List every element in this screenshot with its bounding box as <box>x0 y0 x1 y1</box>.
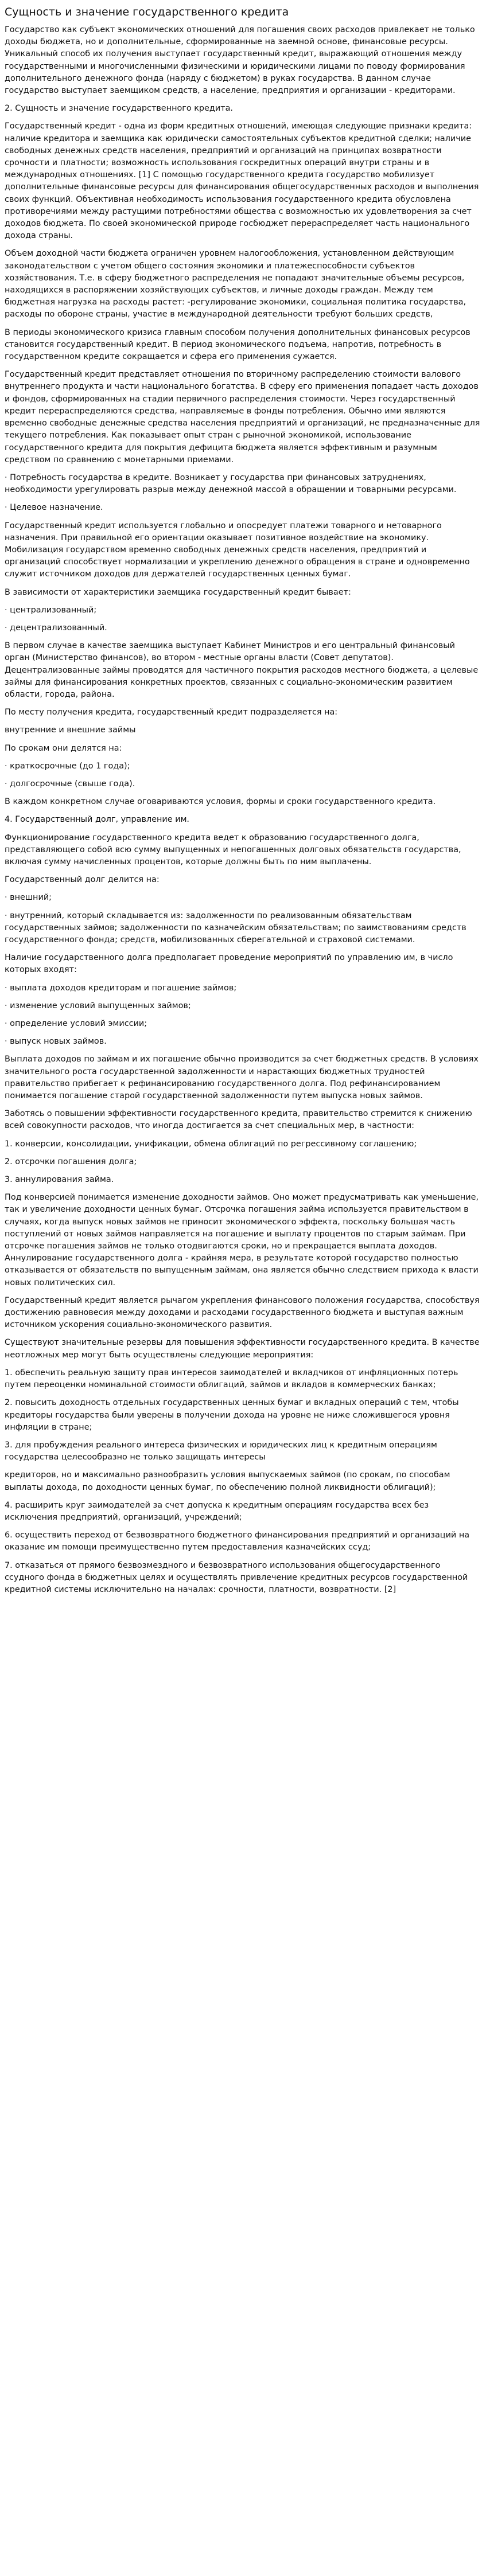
paragraph: Наличие государственного долга предполагает проведение мероприятий по управлению им, в число которых входят: <box>5 953 453 975</box>
paragraph: · изменение условий выпущенных займов; <box>5 1001 191 1010</box>
paragraph: Государство как субъект экономических отношений для погашения своих расходов привлекает не только доходы бюджета, но и дополнительные, сформированные на заемной основе, финансовые ресурсы. Уникальный способ их получения выступает государственный кредит, выражающий отношения между государственными и многочисленными физическими и юридическими лицами по поводу формирования дополнительного денежного фонда (наряду с бюджетом) в руках государства. В данном случае государство выступает заемщиком средств, а население, предприятия и организации - кредиторами. <box>5 25 475 96</box>
paragraph: 3. аннулирования займа. <box>5 1175 114 1185</box>
document-title: Сущность и значение государственного кредита <box>5 6 289 18</box>
paragraph: · выпуск новых займов. <box>5 1037 107 1047</box>
paragraph: · внутренний, который складывается из: задолженности по реализованным обязательствам государственных займов; задолженности по казначейским обязательствам; по заимствованиям средств государственного фонда; средств, мобилизованных сберегательной и страховой системами. <box>5 911 466 944</box>
paragraph: 4. Государственный долг, управление им. <box>5 815 189 825</box>
paragraph: · определение условий эмиссии; <box>5 1019 147 1029</box>
paragraph: внутренние и внешние займы <box>5 725 136 735</box>
paragraph: Государственный кредит используется глобально и опосредует платежи товарного и нетоварного назначения. При правильной его ориентации оказывает позитивное воздействие на экономику. Мобилизация государством временно свободных денежных средств населения, предприятий и организаций способствует нормализации и укреплению денежного обращения в стране и одновременно служит источником доходов для держателей государственных ценных бумаг. <box>5 521 470 579</box>
paragraph: В периоды экономического кризиса главным способом получения дополнительных финансовых ресурсов становится государственный кредит. В период экономического подъема, напротив, потребность в государственном кредите сокращается и сфера его применения сужается. <box>5 327 471 362</box>
paragraph: 2. повысить доходность отдельных государственных ценных бумаг и вкладных операций с тем, чтобы кредиторы государства были уверены в получении дохода на уровне не ниже сложившегося уровня инфляции в стране; <box>5 1398 459 1432</box>
paragraph: 7. отказаться от прямого безвозмездного и безвозвратного использования общегосударственного ссудного фонда в бюджетных целях и осуществлять привлечение кредитных ресурсов государственной кредитной системы исключительно на началах: срочности, платности, возвратности. [2] <box>5 1560 468 1594</box>
paragraph: Существуют значительные резервы для повышения эффективности государственного кредита. В качестве неотложных мер могут быть осуществлены следующие мероприятия: <box>5 1338 480 1360</box>
paragraph: Государственный кредит представляет отношения по вторичному распределению стоимости валового внутреннего продукта и части национального богатства. В сферу его применения попадает часть доходов и фондов, сформированных на стадии первичного распределения стоимости. Через государственный кредит перераспределяются средства, направляемые в фонды потребления. Обычно ими являются временно свободные денежные средства населения предприятий и организаций, не предназначенные для текущего потребления. Как показывает опыт стран с рыночной экономикой, использование государственного кредита для покрытия дефицита бюджета является эффективным и разумным средством по сравнению с монетарными приемами. <box>5 370 480 465</box>
paragraph: 1. конверсии, консолидации, унификации, обмена облигаций по регрессивному соглашению; <box>5 1139 417 1149</box>
paragraph: · Целевое назначение. <box>5 503 103 513</box>
paragraph: · краткосрочные (до 1 года); <box>5 761 130 771</box>
paragraph: · децентрализованный. <box>5 623 107 633</box>
paragraph: Государственный кредит является рычагом укрепления финансового положения государства, способствуя достижению равновесия между доходами и расходами государственного бюджета и выступая важным источником ускорения социально-экономического развития. <box>5 1295 480 1330</box>
paragraph: По срокам они делятся на: <box>5 743 122 753</box>
paragraph: В зависимости от характеристики заемщика государственный кредит бывает: <box>5 587 351 597</box>
document-body <box>5 24 481 1596</box>
paragraph: 4. расширить круг заимодателей за счет допуска к кредитным операциям государства всех без исключения предприятий, организаций, учреждений; <box>5 1500 429 1522</box>
paragraph: Заботясь о повышении эффективности государственного кредита, правительство стремится к снижению всей совокупности расходов, что иногда достигается за счет специальных мер, в частности: <box>5 1109 472 1131</box>
paragraph: 6. осуществить переход от безвозвратного бюджетного финансирования предприятий и организаций на оказание им помощи преимущественно путем предоставления казначейских ссуд; <box>5 1531 470 1552</box>
paragraph: Объем доходной части бюджета ограничен уровнем налогообложения, установленном действующим законодательством с учетом общего состояния экономики и платежеспособности субъектов хозяйствования. Т.е. в сферу бюджетного распределения не попадают значительные объемы ресурсов, находящихся в распоряжении хозяйствующих субъектов, и личные доходы граждан. Между тем бюджетная нагрузка на расходы растет: -регулирование экономики, социальная политика государства, расходы по обороне страны, участие в международной деятельности требуют больших средств, <box>5 249 466 319</box>
paragraph: 1. обеспечить реальную защиту прав интересов заимодателей и вкладчиков от инфляционных потерь путем переоценки номинальной стоимости облигаций, займов и вкладов в коммерческих банках; <box>5 1368 458 1390</box>
paragraph: В каждом конкретном случае оговариваются условия, формы и сроки государственного кредита. <box>5 797 436 807</box>
paragraph: 2. отсрочки погашения долга; <box>5 1157 137 1166</box>
paragraph: · централизованный; <box>5 605 97 615</box>
paragraph: · долгосрочные (свыше года). <box>5 779 135 789</box>
paragraph: Функционирование государственного кредита ведет к образованию государственного долга, представляющего собой всю сумму выпущенных и непогашенных долговых обязательств государства, включая сумму начисленных процентов, которые должны быть по ним выплачены. <box>5 833 461 867</box>
paragraph: В первом случае в качестве заемщика выступает Кабинет Министров и его центральный финансовый орган (Министерство финансов), во втором - местные органы власти (Совет депутатов). Децентрализованные займы проводятся для частичного покрытия расходов местного бюджета, а целевые займы для финансирования конкретных проектов, связанных с социально-экономическим развитием области, города, района. <box>5 641 479 699</box>
paragraph: · Потребность государства в кредите. Возникает у государства при финансовых затруднениях, необходимости урегулировать разрыв между денежной массой в обращении и товарными ресурсами. <box>5 473 457 495</box>
paragraph: 2. Сущность и значение государственного кредита. <box>5 104 233 114</box>
paragraph: · внешний; <box>5 893 52 903</box>
paragraph: Под конверсией понимается изменение доходности займов. Оно может предусматривать как уменьшение, так и увеличение доходности ценных бумаг. Отсрочка погашения займа используется правительством в случаях, когда выпуск новых займов не приносит экономического эффекта, поскольку большая часть поступлений от новых займов направляется на погашение и выплату процентов по старым займам. При отсрочке погашения займов не только отодвигаются сроки, но и прекращается выплата доходов. Аннулирование государственного долга - крайняя мера, в результате которой государство полностью отказывается от обязательств по выпущенным займам, она является обычно следствием прихода к власти новых политических сил. <box>5 1193 479 1287</box>
paragraph: · выплата доходов кредиторам и погашение займов; <box>5 983 237 993</box>
paragraph: Государственный кредит - одна из форм кредитных отношений, имеющая следующие признаки кредита: наличие кредитора и заемщика как юридически самостоятельных субъектов кредитной сделки; наличие свободных денежных средств населения, предприятий и организаций на принципах возвратности срочности и платности; возможность использования госкредитных операций внутри страны и в международных отношениях. [1] С помощью государственного кредита государство мобилизует дополнительные финансовые ресурсы для финансирования общегосударственных расходов и выполнения своих функций. Объективная необходимость использования государственного кредита обусловлена противоречиями между растущими потребностями общества с возможностью их удовлетворения за счет доходов бюджета. По своей экономической природе госбюджет перераспределяет часть национального дохода страны. <box>5 122 479 241</box>
paragraph: Государственный долг делится на: <box>5 875 160 885</box>
paragraph: Выплата доходов по займам и их погашение обычно производится за счет бюджетных средств. В условиях значительного роста государственной задолженности и нарастающих бюджетных трудностей правительство прибегает к рефинансированию государственного долга. Под рефинансированием понимается погашение старой государственной задолженности путем выпуска новых займов. <box>5 1055 479 1101</box>
paragraph: кредиторов, но и максимально разнообразить условия выпускаемых займов (по срокам, по способам выплаты дохода, по доходности ценных бумаг, по обеспечению полной ликвидности облигаций); <box>5 1470 450 1492</box>
paragraph: По месту получения кредита, государственный кредит подразделяется на: <box>5 708 338 717</box>
paragraph: 3. для пробуждения реального интереса физических и юридических лиц к кредитным операциям государства целесообразно не только защищать интересы <box>5 1440 437 1462</box>
